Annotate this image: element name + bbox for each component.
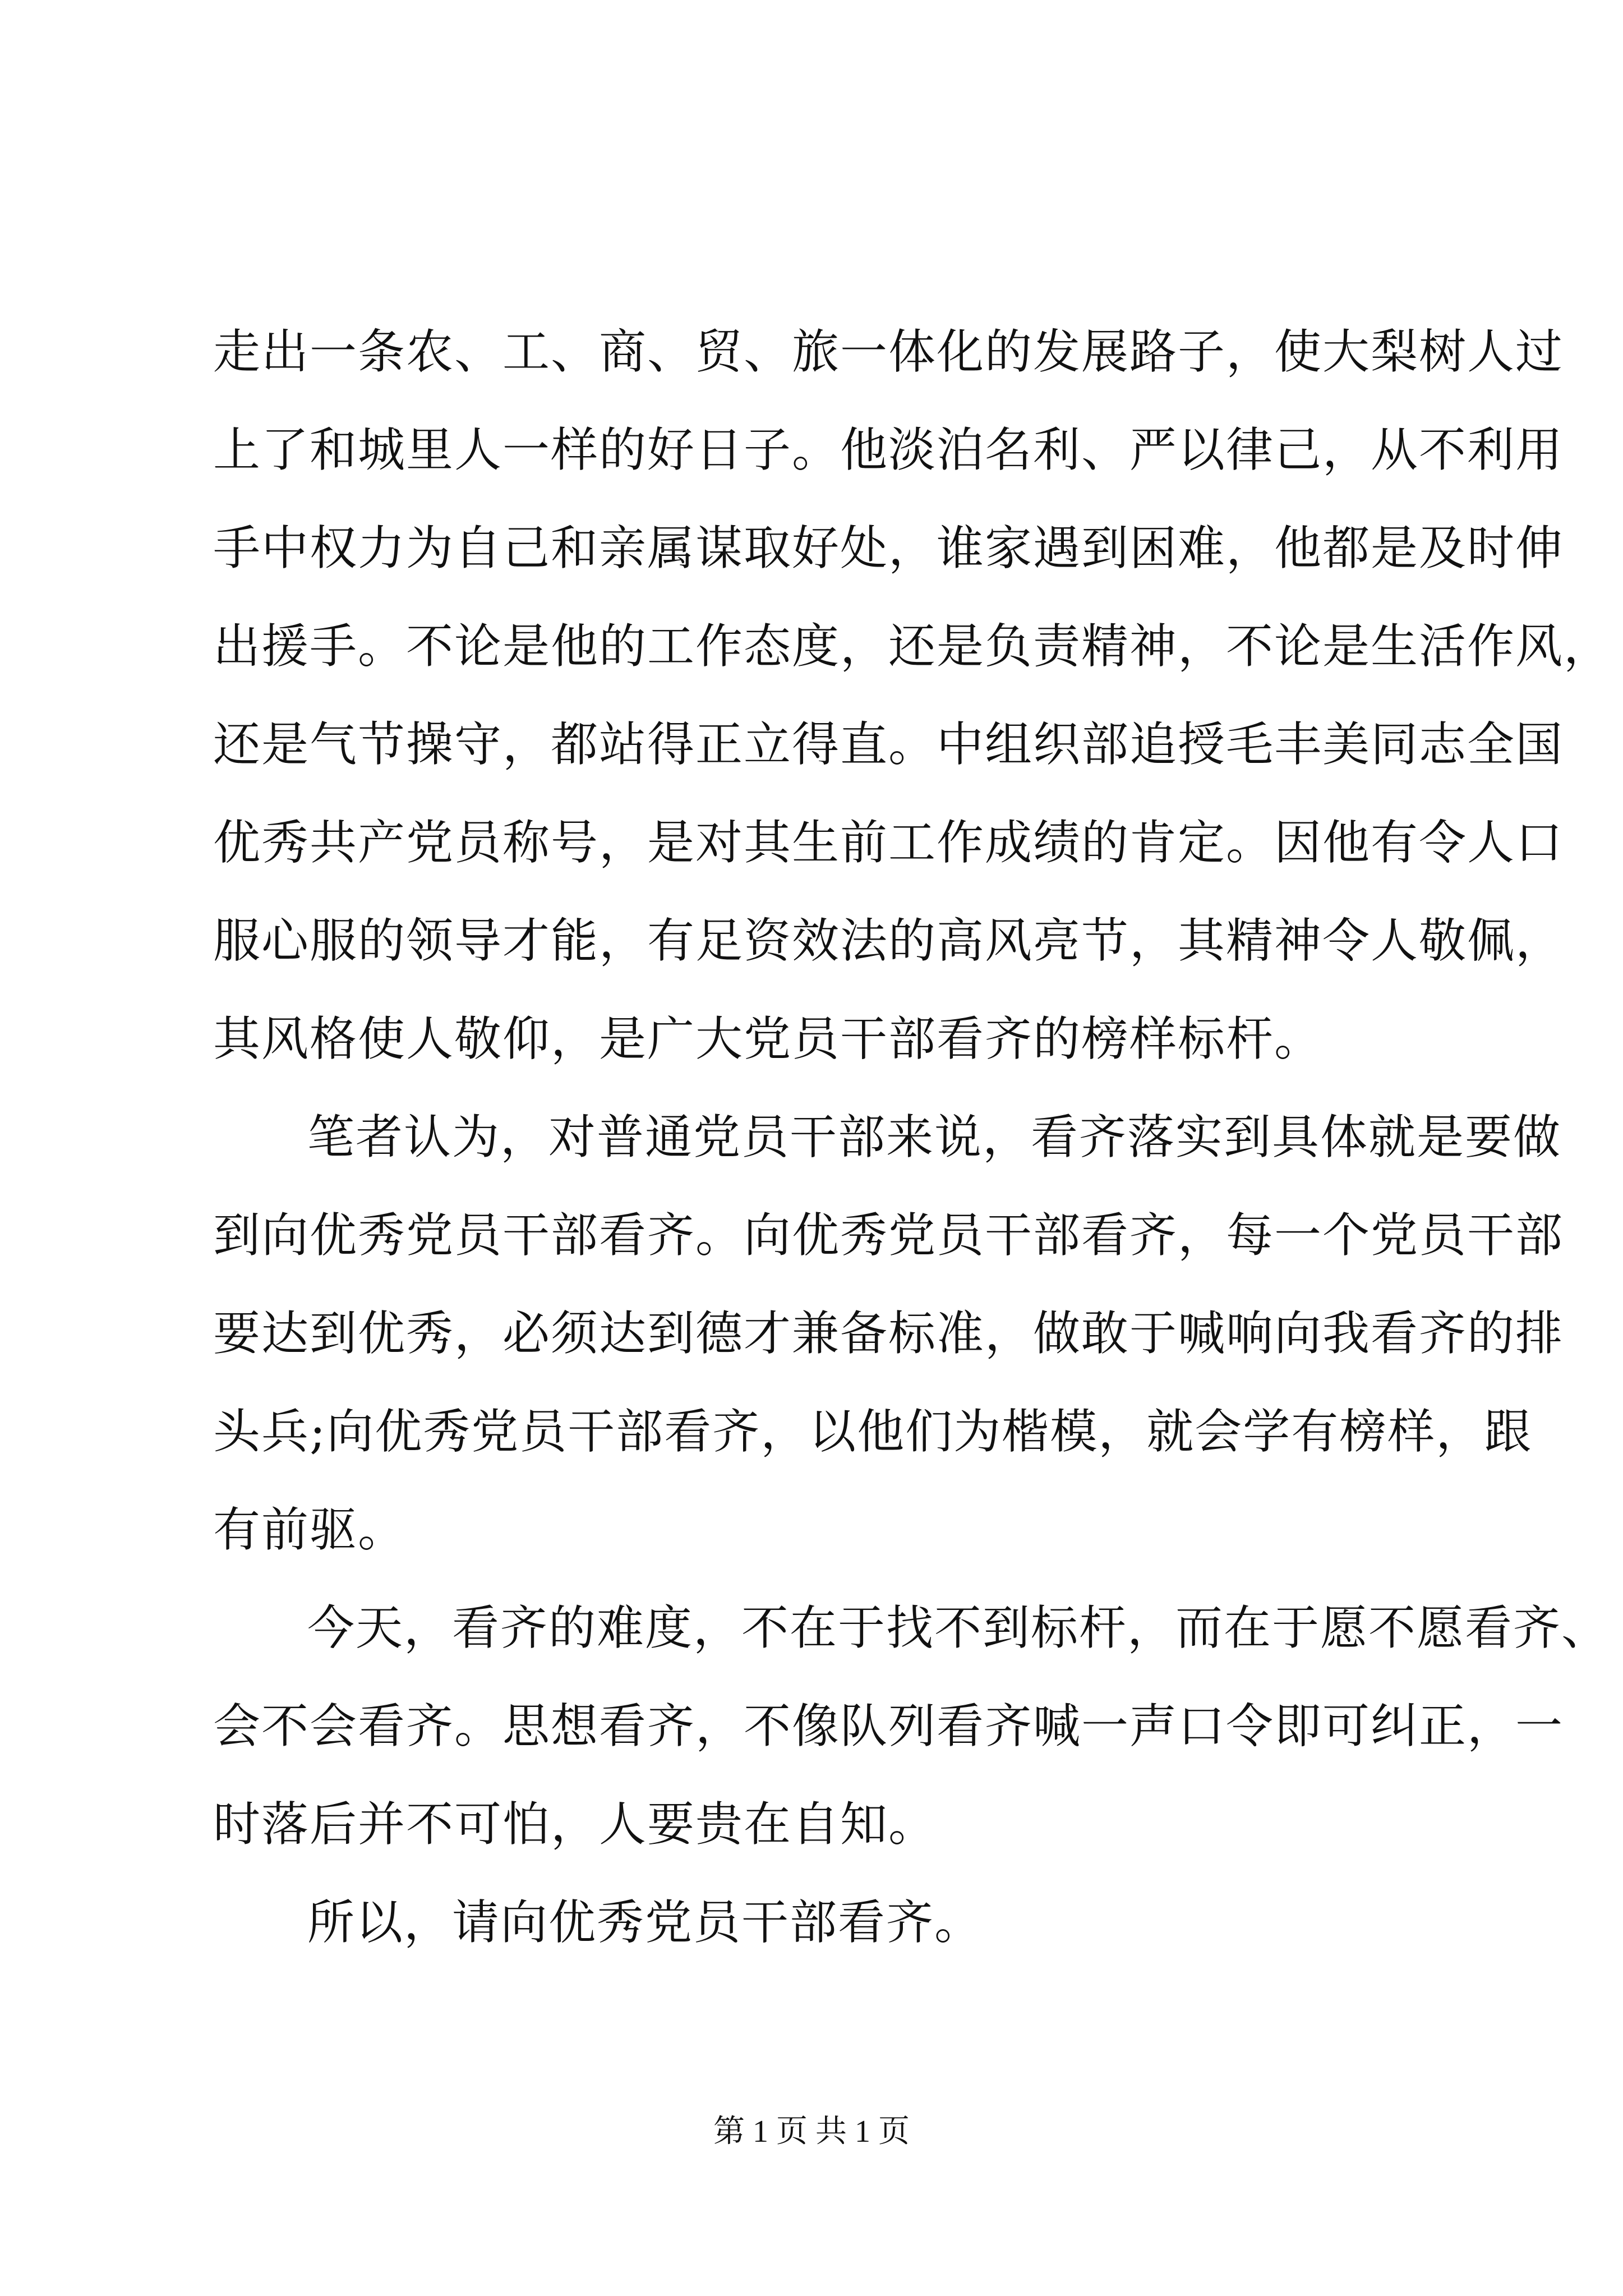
paragraph-1-line-8: 其风格使人敬仰，是广大党员干部看齐的榜样标杆。 xyxy=(213,1011,1323,1066)
paragraph-2-line-3: 要达到优秀，必须达到德才兼备标准，做敢于喊响向我看齐的排 xyxy=(213,1306,1564,1361)
paragraph-4-line-1: 所以，请向优秀党员干部看齐。 xyxy=(307,1895,983,1950)
paragraph-2-line-1: 笔者认为，对普通党员干部来说，看齐落实到具体就是要做 xyxy=(307,1110,1562,1165)
paragraph-3-line-2: 会不会看齐。思想看齐，不像队列看齐喊一声口令即可纠正，一 xyxy=(213,1699,1564,1754)
paragraph-2-line-4: 头兵;向优秀党员干部看齐，以他们为楷模，就会学有榜样，跟 xyxy=(213,1404,1533,1459)
paragraph-1-line-2: 上了和城里人一样的好日子。他淡泊名利、严以律己，从不利用 xyxy=(213,422,1564,477)
page-number-label: 第 1 页 共 1 页 xyxy=(713,2114,910,2149)
paragraph-3-line-1: 今天，看齐的难度，不在于找不到标杆，而在于愿不愿看齐、 xyxy=(307,1600,1610,1655)
paragraph-1-line-3: 手中权力为自己和亲属谋取好处，谁家遇到困难，他都是及时伸 xyxy=(213,521,1564,576)
page-footer xyxy=(0,2109,1623,2154)
paragraph-2-line-2: 到向优秀党员干部看齐。向优秀党员干部看齐，每一个党员干部 xyxy=(213,1208,1564,1263)
paragraph-1-line-1: 走出一条农、工、商、贸、旅一体化的发展路子，使大梨树人过 xyxy=(213,324,1564,379)
document-body xyxy=(213,303,1612,1972)
paragraph-1-line-4: 出援手。不论是他的工作态度，还是负责精神，不论是生活作风， xyxy=(213,619,1612,674)
paragraph-1-line-6: 优秀共产党员称号，是对其生前工作成绩的肯定。因他有令人口 xyxy=(213,815,1564,870)
paragraph-1-line-7: 服心服的领导才能，有足资效法的高风亮节，其精神令人敬佩， xyxy=(213,913,1564,968)
paragraph-1-line-5: 还是气节操守，都站得正立得直。中组织部追授毛丰美同志全国 xyxy=(213,717,1564,772)
paragraph-3-line-3: 时落后并不可怕，人要贵在自知。 xyxy=(213,1797,937,1852)
paragraph-2-line-5: 有前驱。 xyxy=(213,1502,407,1557)
